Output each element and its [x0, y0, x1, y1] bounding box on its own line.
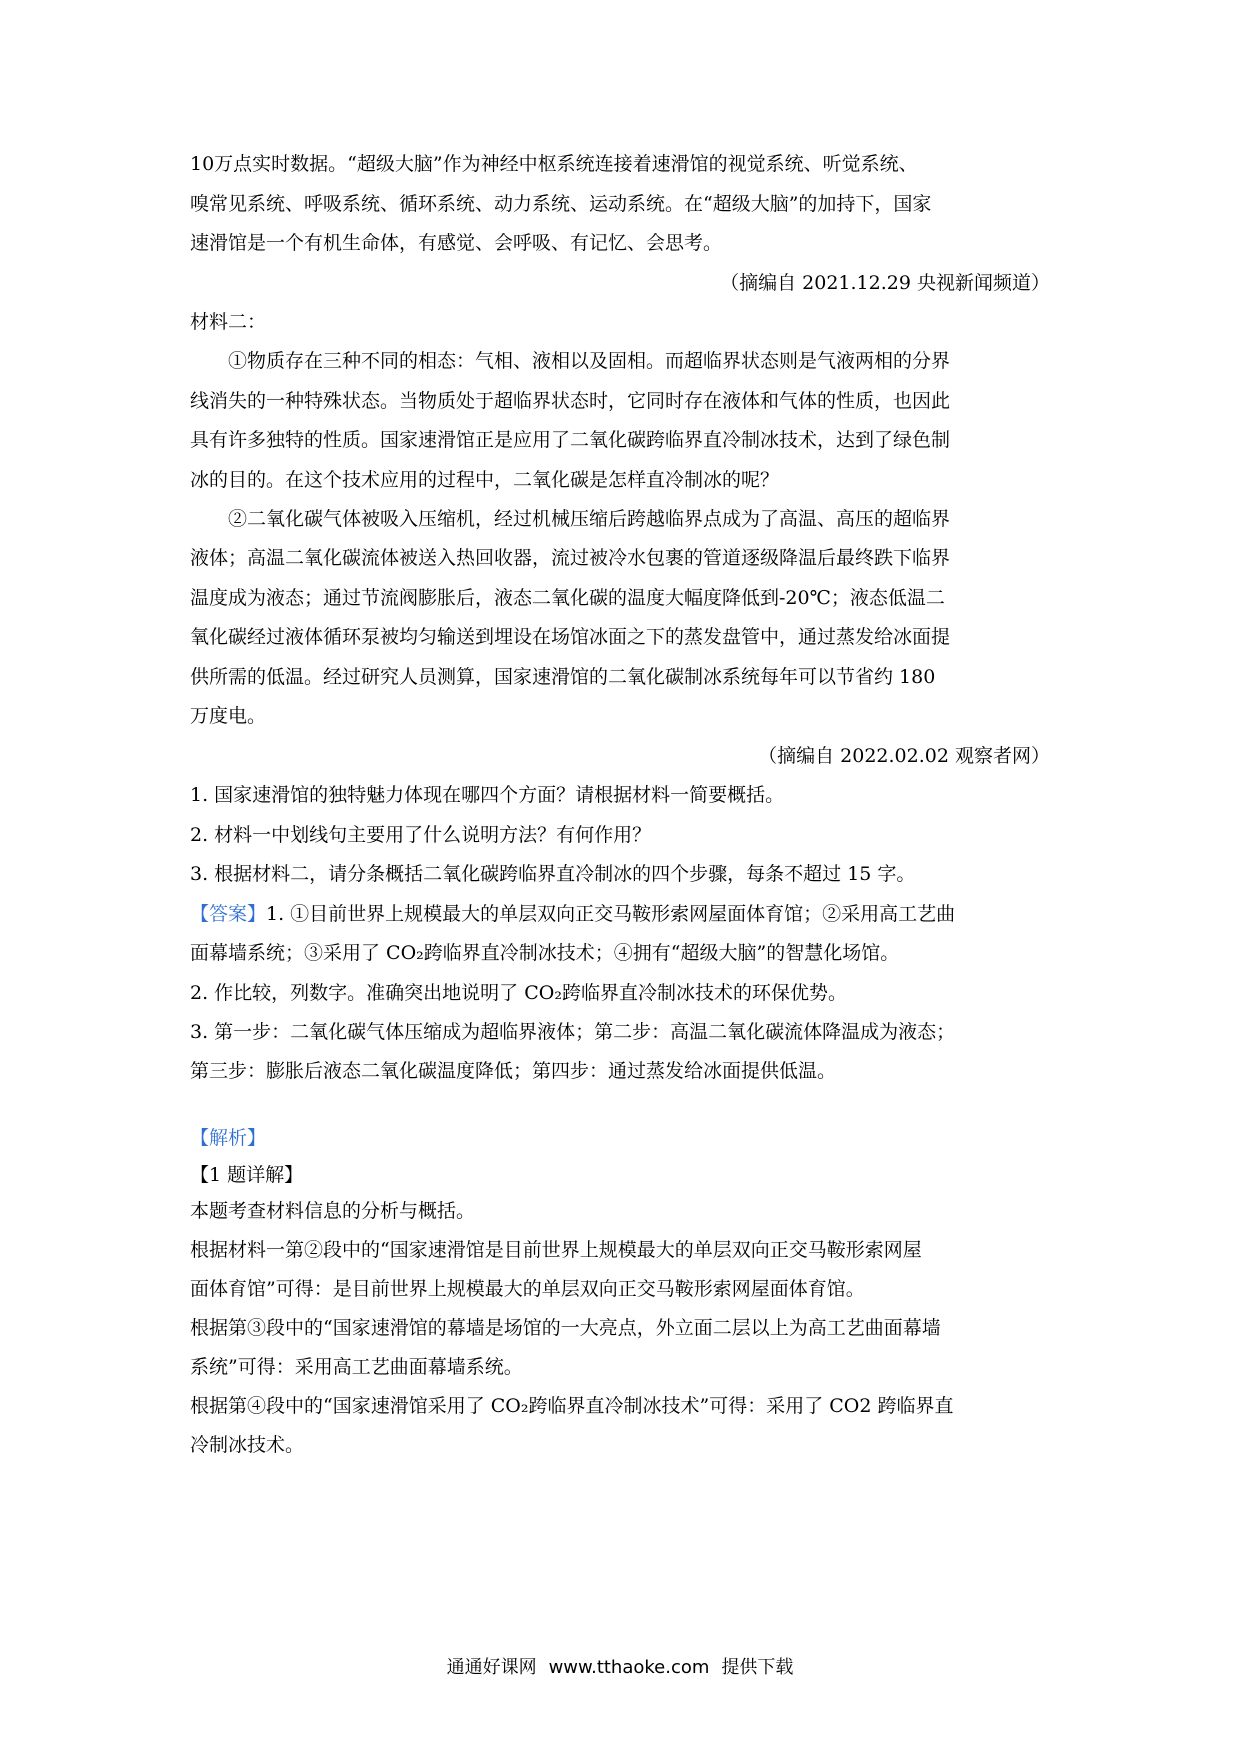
analysis-line: 本题考查材料信息的分析与概括。 [190, 1200, 476, 1222]
analysis-line: 面体育馆”可得：是目前世界上规模最大的单层双向正交马鞍形索网屋面体育馆。 [190, 1278, 865, 1300]
material1-line: 嗅常见系统、呼吸系统、循环系统、动力系统、运动系统。在“超级大脑”的加持下，国家 [190, 193, 932, 215]
footer-note: 提供下载 [721, 1657, 794, 1678]
analysis-label: 【解析】 [190, 1127, 267, 1149]
analysis-line: 根据第③段中的“国家速滑馆的幕墙是场馆的一大亮点，外立面二层以上为高工艺曲面幕墙 [190, 1317, 941, 1339]
material2-para2-line: 供所需的低温。经过研究人员测算，国家速滑馆的二氧化碳制冰系统每年可以节省约 180 [190, 666, 936, 688]
material2-para1-line: 线消失的一种特殊状态。当物质处于超临界状态时，它同时存在液体和气体的性质，也因此 [190, 390, 951, 412]
analysis-line: 系统”可得：采用高工艺曲面幕墙系统。 [190, 1356, 523, 1378]
answer-line: 2. 作比较，列数字。准确突出地说明了 CO₂跨临界直冷制冰技术的环保优势。 [190, 982, 847, 1004]
material2-heading: 材料二： [190, 311, 267, 333]
analysis-q1-label: 【1 题详解】 [190, 1164, 304, 1186]
analysis-line: 根据材料一第②段中的“国家速滑馆是目前世界上规模最大的单层双向正交马鞍形索网屋 [190, 1239, 922, 1261]
question-1: 1. 国家速滑馆的独特魅力体现在哪四个方面？请根据材料一简要概括。 [190, 784, 785, 806]
material2-para1-line: 冰的目的。在这个技术应用的过程中，二氧化碳是怎样直冷制冰的呢？ [190, 469, 780, 491]
material2-para1-line: 具有许多独特的性质。国家速滑馆正是应用了二氧化碳跨临界直冷制冰技术，达到了绿色制 [190, 429, 951, 451]
answer-text: 1. ①目前世界上规模最大的单层双向正交马鞍形索网屋面体育馆；②采用高工艺曲 [266, 903, 956, 925]
material2-para1-line: ①物质存在三种不同的相态：气相、液相以及固相。而超临界状态则是气液两相的分界 [228, 350, 951, 372]
material1-line: 速滑馆是一个有机生命体，有感觉、会呼吸、有记忆、会思考。 [190, 232, 723, 254]
question-3: 3. 根据材料二，请分条概括二氧化碳跨临界直冷制冰的四个步骤，每条不超过 15 字。 [190, 863, 916, 885]
source-citation-1: （摘编自 2021.12.29 央视新闻频道） [720, 272, 1050, 294]
footer-url: www.tthaoke.com [548, 1657, 710, 1678]
answer-line: 面幕墙系统；③采用了 CO₂跨临界直冷制冰技术；④拥有“超级大脑”的智慧化场馆。 [190, 942, 900, 964]
material2-para2-line: ②二氧化碳气体被吸入压缩机，经过机械压缩后跨越临界点成为了高温、高压的超临界 [228, 508, 951, 530]
material2-para2-line: 液体；高温二氧化碳流体被送入热回收器，流过被冷水包裹的管道逐级降温后最终跌下临界 [190, 547, 951, 569]
material2-para2-line: 温度成为液态；通过节流阀膨胀后，液态二氧化碳的温度大幅度降低到-20℃；液态低温二 [190, 587, 945, 609]
analysis-line: 根据第④段中的“国家速滑馆采用了 CO₂跨临界直冷制冰技术”可得：采用了 CO2 跨临界直 [190, 1395, 954, 1417]
answer-line: 3. 第一步：二氧化碳气体压缩成为超临界液体；第二步：高温二氧化碳流体降温成为液态； [190, 1021, 956, 1043]
footer-site-name: 通通好课网 [446, 1657, 537, 1678]
answer-line: 第三步：膨胀后液态二氧化碳温度降低；第四步：通过蒸发给冰面提供低温。 [190, 1060, 837, 1082]
analysis-line: 冷制冰技术。 [190, 1434, 305, 1456]
page-footer [0, 1654, 1240, 1682]
source-citation-2: （摘编自 2022.02.02 观察者网） [758, 745, 1050, 767]
material2-para2-line: 氧化碳经过液体循环泵被均匀输送到埋设在场馆冰面之下的蒸发盘管中，通过蒸发给冰面提 [190, 626, 951, 648]
question-2: 2. 材料一中划线句主要用了什么说明方法？有何作用？ [190, 824, 652, 846]
material1-line: 10万点实时数据。“超级大脑”作为神经中枢系统连接着速滑馆的视觉系统、听觉系统、 [190, 153, 918, 175]
answer-label: 【答案】 [190, 903, 267, 925]
material2-para2-line: 万度电。 [190, 705, 267, 727]
answer-line [190, 899, 955, 929]
